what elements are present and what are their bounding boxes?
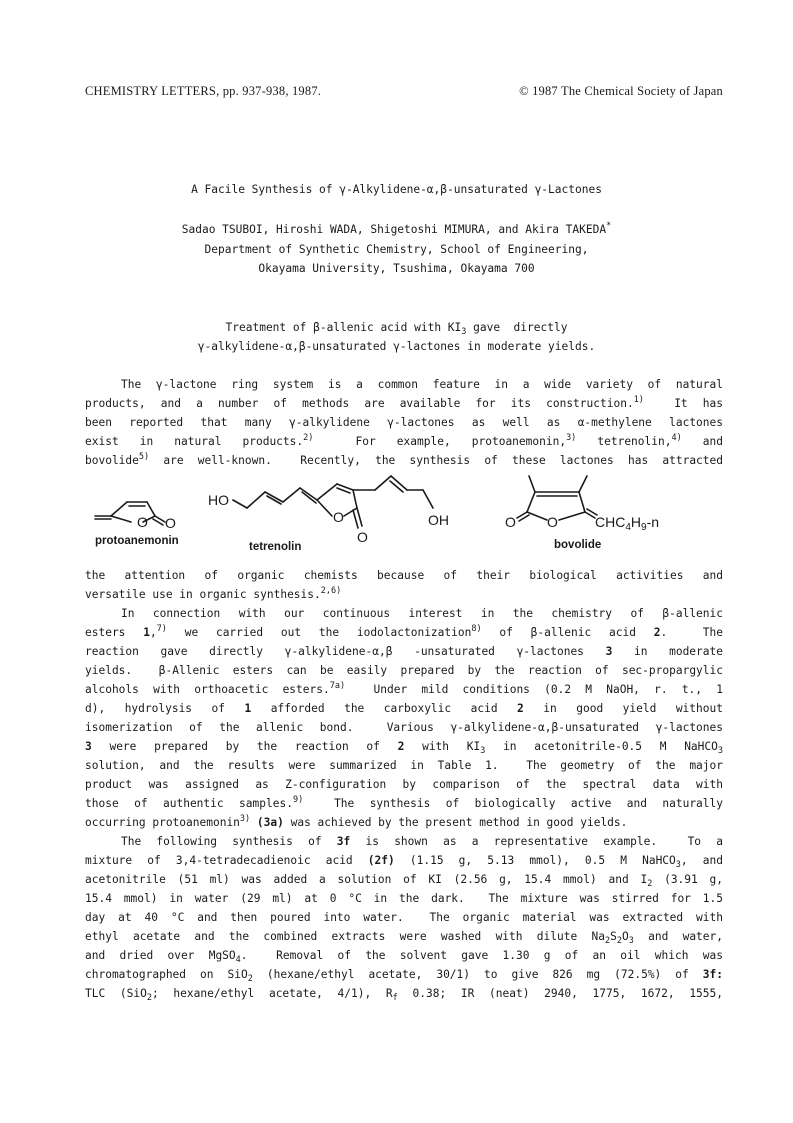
body-line: bovolide$^{5)}$ are well-known. Recently, the synthesis of these lactones has attracted	[85, 452, 723, 467]
carbonyl-oxygen-label: O	[165, 515, 176, 531]
body-line: 3 were prepared by the reaction of 2 with $KI_3$ in acetonitrile-0.5 M NaHCO$_3$	[85, 740, 723, 756]
body-line: versatile use in organic synthesis.$^{2,6)}$	[85, 586, 342, 601]
body-line: yields. β-Allenic esters can be easily prepared by the reaction of sec-propargylic	[85, 664, 723, 677]
body-line: esters 1,$^{7)}$ we carried out the iodolactonization$^{8)}$ of β-allenic acid 2. The	[85, 624, 723, 639]
protoanemonin-label: protoanemonin	[95, 535, 179, 547]
carbonyl-oxygen-label: O	[505, 514, 516, 530]
hydroxyl-label-left: HO	[208, 492, 229, 508]
body-line: ethyl acetate and the combined extracts were washed with dilute $Na_2S_2O_3$ and water,	[85, 930, 723, 946]
body-line: reaction gave directly γ-alkylidene-α,β -unsaturated γ-lactones 3 in moderate	[85, 645, 723, 658]
body-line: day at 40 °C and then poured into water. The organic material was extracted with	[85, 911, 723, 924]
body-line: the attention of organic chemists because of their biological activities and	[85, 569, 723, 582]
bovolide-label: bovolide	[554, 539, 602, 551]
structures-figure	[85, 472, 725, 560]
ring-oxygen-label: O	[333, 509, 344, 525]
side-chain-label: $CHC_4H_9-n$	[595, 514, 660, 533]
body-line: The γ-lactone ring system is a common feature in a wide variety of natural	[121, 378, 723, 391]
carbonyl-oxygen-label: O	[357, 529, 368, 545]
body-line: alcohols with orthoacetic esters.$^{7a)}$ Under mild conditions (0.2 M NaOH, r. t., 1	[85, 681, 723, 696]
body-line: and dried over MgSO$_4$. Removal of the solvent gave 1.30 g of an oil which was	[85, 949, 723, 965]
body-line: been reported that many γ-alkylidene γ-lactones as well as α-methylene lactones	[85, 416, 723, 429]
copyright-notice: © 1987 The Chemical Society of Japan	[519, 84, 723, 98]
body-line: TLC (SiO$_2$; hexane/ethyl acetate, 4/1), $R_f$ 0.38; IR (neat) 2940, 1775, 1672, 1555,	[85, 987, 723, 1003]
tetrenolin-label: tetrenolin	[249, 541, 302, 553]
affiliation-line-1: Department of Synthetic Chemistry, School of Engineering,	[204, 243, 589, 256]
body-line: occurring protoanemonin$^{3)}$ (3a) was achieved by the present method in good yields.	[85, 814, 628, 829]
ring-oxygen-label: O	[547, 514, 558, 530]
hydroxyl-label-right: OH	[428, 512, 449, 528]
corresponding-author-mark: *	[606, 221, 612, 231]
body-line: isomerization of the allenic bond. Various γ-alkylidene-α,β-unsaturated γ-lactones	[85, 721, 723, 734]
body-line: d), hydrolysis of 1 afforded the carboxylic acid 2 in good yield without	[85, 702, 723, 715]
body-line: acetonitrile (51 ml) was added a solution of KI (2.56 g, 15.4 mmol) and $I_2$ (3.91 g,	[85, 873, 724, 889]
body-line: In connection with our continuous interest in the chemistry of β-allenic	[121, 607, 723, 620]
author-names: Sadao TSUBOI, Hiroshi WADA, Shigetoshi MIMURA, and Akira TAKEDA	[181, 223, 607, 236]
journal-citation: CHEMISTRY LETTERS, pp. 937-938, 1987.	[85, 84, 322, 98]
article-title: A Facile Synthesis of γ-Alkylidene-α,β-unsaturated γ-Lactones	[191, 183, 602, 196]
abstract-line-2: γ-alkylidene-α,β-unsaturated γ-lactones in moderate yields.	[197, 340, 596, 353]
abstract-line-1: Treatment of β-allenic acid with $KI_3$ gave directly	[225, 321, 568, 337]
ring-oxygen-label: O	[137, 514, 148, 530]
body-line: solution, and the results were summarized in Table 1. The geometry of the major	[85, 759, 723, 772]
body-line: product was assigned as Z-configuration by comparison of the spectral data with	[85, 778, 723, 791]
body-line: those of authentic samples.$^{9)}$ The synthesis of biologically active and naturally	[85, 795, 724, 810]
affiliation-line-2: Okayama University, Tsushima, Okayama 700	[258, 262, 535, 275]
body-line: mixture of 3,4-tetradecadienoic acid (2f) (1.15 g, 5.13 mmol), 0.5 M NaHCO$_3$, and	[85, 854, 723, 870]
protoanemonin-structure	[95, 502, 165, 525]
body-line: products, and a number of methods are available for its construction.$^{1)}$ It has	[85, 395, 724, 410]
body-line: The following synthesis of 3f is shown as a representative example. To a	[121, 835, 723, 848]
author-list	[0, 223, 793, 236]
body-line: chromatographed on SiO$_2$ (hexane/ethyl acetate, 30/1) to give 826 mg (72.5%) of 3f:	[85, 968, 723, 984]
body-line: 15.4 mmol) in water (29 ml) at 0 °C in the dark. The mixture was stirred for 1.5	[85, 892, 723, 905]
body-line: exist in natural products.$^{2)}$ For example, protoanemonin,$^{3)}$ tetrenolin,$^{4)}$ and	[85, 433, 724, 448]
